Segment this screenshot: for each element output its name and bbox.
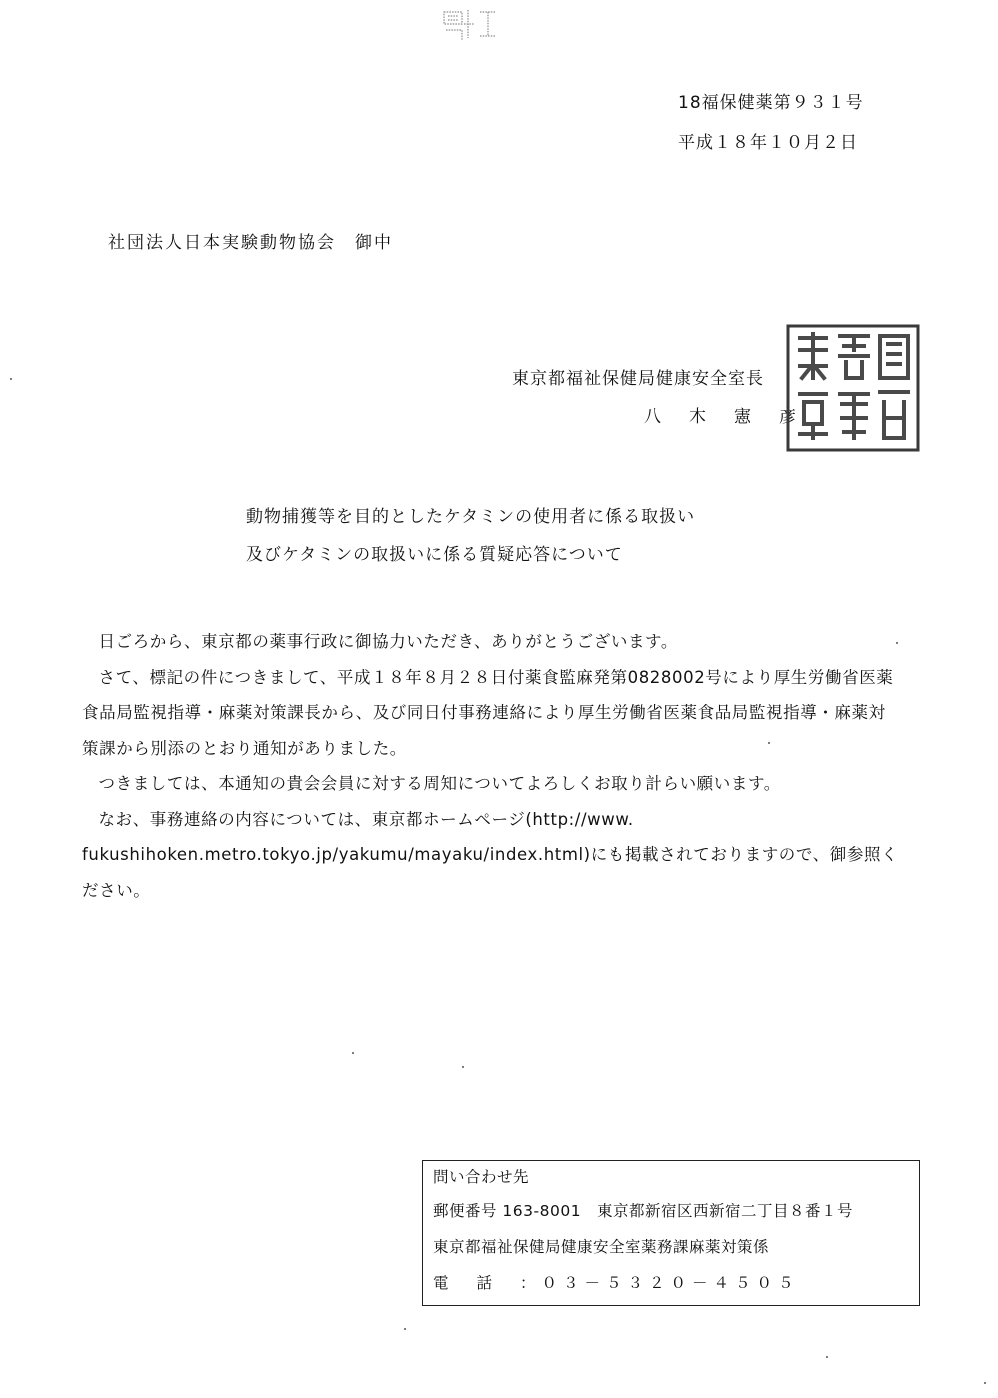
body-paragraph-notice: さて、標記の件につきまして、平成１８年８月２８日付薬食監麻発第0828002号により厚生労働省医薬食品局監視指導・麻薬対策課長から、及び同日付事務連絡により厚生労働省医薬食品局監視指導・麻薬対策課から別添のとおり通知がありました。 — [82, 667, 894, 758]
body-paragraph-request: つきましては、本通知の貴会会員に対する周知についてよろしくお取り計らい願います。 — [98, 774, 781, 793]
phone-label: 電話 — [433, 1274, 521, 1292]
subject-line-2: 及びケタミンの取扱いに係る質疑応答について — [246, 545, 623, 565]
addressee: 社団法人日本実験動物協会 御中 — [108, 233, 393, 253]
contact-address: 郵便番号 163-8001 東京都新宿区西新宿二丁目８番１号 — [433, 1202, 854, 1220]
scan-speck — [352, 1052, 354, 1054]
official-seal-icon — [784, 322, 922, 454]
scan-speck — [826, 1356, 828, 1358]
document-number: 18福保健薬第９３１号 — [678, 93, 864, 113]
subject — [246, 498, 695, 574]
contact-box — [422, 1160, 920, 1306]
body-text — [82, 624, 902, 908]
body-paragraph-reference: なお、事務連絡の内容については、東京都ホームページ(http://www. fukushihoken.metro.tokyo.jp/yakumu/mayaku/index.html)にも掲載されておりますので、御参照ください。 — [82, 809, 899, 900]
body-paragraph-greeting: 日ごろから、東京都の薬事行政に御協力いただき、ありがとうございます。 — [98, 632, 678, 651]
scan-speck — [462, 1066, 464, 1068]
scan-speck — [10, 378, 12, 380]
document-date: 平成１８年１０月２日 — [678, 133, 858, 153]
sender-organization: 東京都福祉保健局健康安全室長 — [512, 369, 764, 389]
scan-speck — [768, 742, 770, 744]
contact-heading: 問い合わせ先 — [433, 1168, 530, 1186]
contact-department: 東京都福祉保健局健康安全室薬務課麻薬対策係 — [433, 1238, 770, 1256]
scan-speck — [896, 642, 898, 644]
sender-name: 八木憲彦 — [644, 407, 824, 427]
scan-speck — [404, 1328, 406, 1330]
scan-speck — [984, 1382, 986, 1384]
phone-value: ：０３－５３２０－４５０５ — [520, 1274, 800, 1292]
subject-line-1: 動物捕獲等を目的としたケタミンの使用者に係る取扱い — [246, 507, 696, 527]
receipt-stamp-icon — [440, 6, 502, 44]
contact-phone — [433, 1265, 919, 1301]
